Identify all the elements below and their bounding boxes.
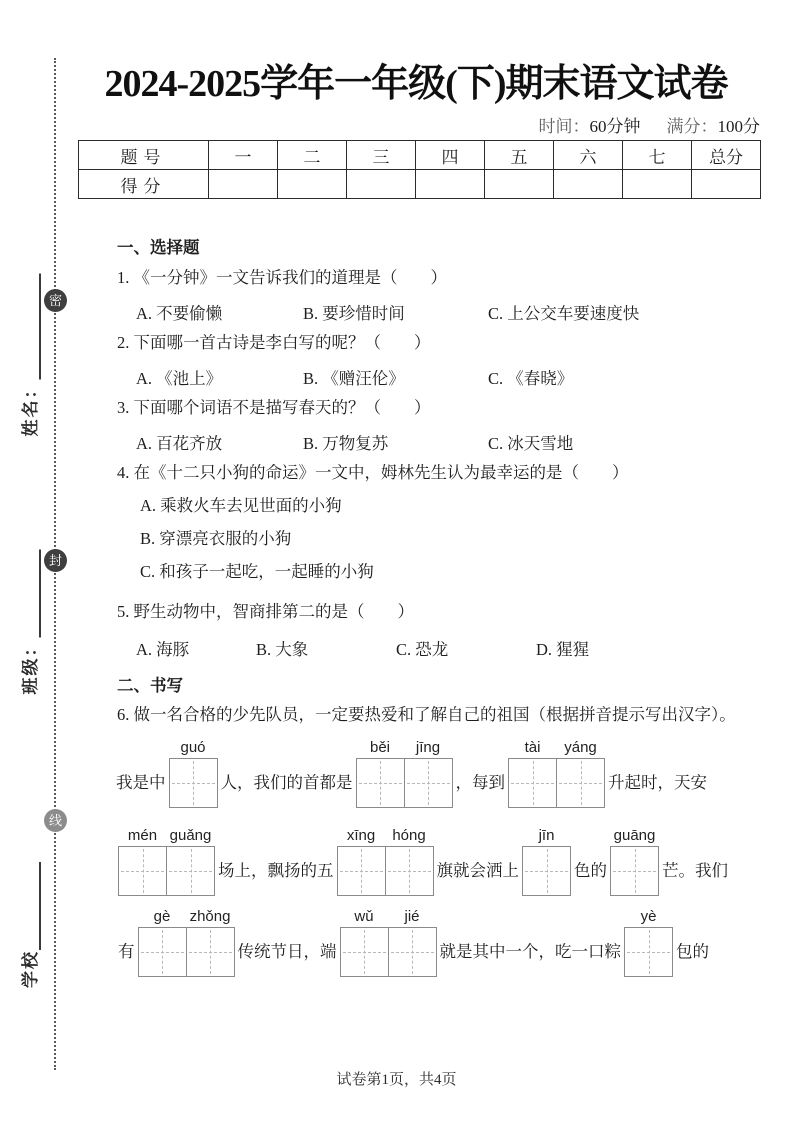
line-text: 包的 (676, 942, 709, 961)
class-label: 班级： (20, 637, 40, 695)
option-b: B. 万物复苏 (303, 434, 389, 453)
option-a: A. 百花齐放 (136, 434, 223, 453)
character-box[interactable] (388, 927, 437, 977)
hanzi-box-unit (508, 739, 557, 808)
pinyin-label: guó (180, 739, 206, 756)
hanzi-box-unit (556, 739, 605, 808)
col-total: 总分 (692, 141, 761, 170)
school-label: 学校 (20, 950, 40, 988)
pinyin-label: zhǒng (189, 908, 231, 925)
line-text: 就是其中一个，吃一口粽 (439, 942, 621, 961)
option-d: D. 猩猩 (536, 640, 590, 659)
hanzi-box-group (337, 827, 434, 896)
option-a: A. 海豚 (136, 640, 190, 659)
seal-badge-feng: 封 (44, 549, 67, 572)
seal-badge-xian: 线 (44, 809, 67, 832)
writing-line-2 (118, 827, 731, 896)
seal-field-class (15, 550, 41, 695)
question-1-options (0, 300, 793, 322)
col-6: 六 (554, 141, 623, 170)
hanzi-box-unit (385, 827, 434, 896)
character-box[interactable] (169, 758, 218, 808)
score-input-cell[interactable] (209, 170, 278, 199)
pinyin-label: gè (153, 908, 171, 925)
question-1-text: 1. 《一分钟》一文告诉我们的道理是（ ） (117, 268, 447, 287)
page-title: 2024-2025学年一年级(下)期末语文试卷 (104, 63, 728, 105)
col-1: 一 (209, 141, 278, 170)
question-4-option-b: B. 穿漂亮衣服的小狗 (140, 529, 292, 548)
hanzi-box-group (522, 827, 571, 896)
pinyin-label: jīng (415, 739, 441, 756)
character-box[interactable] (356, 758, 405, 808)
hanzi-box-unit (340, 908, 389, 977)
character-box[interactable] (166, 846, 215, 896)
line-text: 色的 (574, 861, 607, 880)
score-input-cell[interactable] (278, 170, 347, 199)
full-score-label: 满分： (666, 117, 718, 136)
col-3: 三 (347, 141, 416, 170)
character-box[interactable] (385, 846, 434, 896)
hanzi-box-unit (337, 827, 386, 896)
line-text: 人，我们的首都是 (220, 773, 353, 792)
pinyin-label: jīn (538, 827, 555, 844)
question-6-text: 6. 做一名合格的少先队员，一定要热爱和了解自己的祖国（根据拼音提示写出汉字）。 (117, 705, 736, 724)
question-5-text: 5. 野生动物中，智商排第二的是（ ） (117, 602, 414, 621)
hanzi-box-unit (388, 908, 437, 977)
col-5: 五 (485, 141, 554, 170)
character-box[interactable] (340, 927, 389, 977)
character-box[interactable] (610, 846, 659, 896)
pinyin-label: guāng (613, 827, 656, 844)
line-text: 我是中 (116, 773, 166, 792)
line-text: 旗就会洒上 (436, 861, 519, 880)
score-table (78, 140, 761, 199)
option-b: B. 大象 (256, 640, 309, 659)
time-label: 时间： (538, 117, 590, 136)
option-b: B. 要珍惜时间 (303, 304, 405, 323)
score-input-cell[interactable] (623, 170, 692, 199)
exam-meta (78, 112, 760, 137)
line-text: 场上，飘扬的五 (218, 861, 334, 880)
line-text: 芒。我们 (662, 861, 728, 880)
option-a: A. 不要偷懒 (136, 304, 223, 323)
score-input-cell[interactable] (485, 170, 554, 199)
hanzi-box-group (118, 827, 215, 896)
pinyin-label: jié (404, 908, 420, 925)
pinyin-label: tài (524, 739, 541, 756)
hanzi-box-unit (186, 908, 235, 977)
option-c: C. 上公交车要速度快 (488, 304, 640, 323)
line-text: 传统节日，端 (237, 942, 337, 961)
character-box[interactable] (118, 846, 167, 896)
hanzi-box-group (138, 908, 235, 977)
character-box[interactable] (138, 927, 187, 977)
score-header: 得分 (79, 170, 209, 199)
pinyin-label: hóng (392, 827, 426, 844)
col-4: 四 (416, 141, 485, 170)
question-5-options (0, 636, 793, 658)
question-2-options (0, 365, 793, 387)
question-2-text: 2. 下面哪一首古诗是李白写的呢？（ ） (117, 333, 431, 352)
line-text: ，每到 (455, 773, 505, 792)
hanzi-box-unit (138, 908, 187, 977)
school-blank[interactable] (15, 862, 41, 950)
hanzi-box-unit (610, 827, 659, 896)
seal-badge-mi: 密 (44, 289, 67, 312)
section2-title: 二、书写 (117, 676, 183, 695)
col-7: 七 (623, 141, 692, 170)
character-box[interactable] (522, 846, 571, 896)
class-blank[interactable] (15, 550, 41, 638)
section1-title: 一、选择题 (117, 238, 200, 257)
character-box[interactable] (556, 758, 605, 808)
name-label: 姓名： (20, 379, 40, 437)
character-box[interactable] (624, 927, 673, 977)
pinyin-label: xīng (346, 827, 376, 844)
pinyin-label: běi (369, 739, 391, 756)
score-input-cell[interactable] (347, 170, 416, 199)
seal-field-name (15, 274, 41, 437)
question-4-text: 4. 在《十二只小狗的命运》一文中，姆林先生认为最幸运的是（ ） (117, 463, 629, 482)
option-c: C. 冰天雪地 (488, 434, 574, 453)
character-box[interactable] (337, 846, 386, 896)
footer-page-number: 试卷第1页，共4页 (336, 1072, 457, 1088)
question-4-option-a: A. 乘救火车去见世面的小狗 (140, 496, 342, 515)
option-c: C. 《春晓》 (488, 369, 574, 388)
option-c: C. 恐龙 (396, 640, 449, 659)
full-score-value: 100分 (717, 117, 760, 136)
seal-field-school (15, 862, 41, 988)
hanzi-box-unit (166, 827, 215, 896)
hanzi-box-group (169, 739, 218, 808)
score-input-cell[interactable] (692, 170, 761, 199)
option-b: B. 《赠汪伦》 (303, 369, 405, 388)
pinyin-label: guǎng (169, 827, 212, 844)
hanzi-box-group (508, 739, 605, 808)
hanzi-box-unit (169, 739, 218, 808)
hanzi-box-unit (624, 908, 673, 977)
hanzi-box-unit (404, 739, 453, 808)
character-box[interactable] (404, 758, 453, 808)
pinyin-label: wǔ (354, 908, 374, 925)
hanzi-box-group (610, 827, 659, 896)
pinyin-label: yè (640, 908, 657, 925)
question-4-option-c: C. 和孩子一起吃，一起睡的小狗 (140, 562, 374, 581)
line-text: 有 (118, 942, 135, 961)
hanzi-box-group (624, 908, 673, 977)
character-box[interactable] (186, 927, 235, 977)
name-blank[interactable] (15, 274, 41, 380)
time-value: 60分钟 (589, 117, 641, 136)
hanzi-box-unit (356, 739, 405, 808)
writing-line-3 (115, 908, 712, 977)
pinyin-label: yáng (564, 739, 597, 756)
score-input-cell[interactable] (554, 170, 623, 199)
hanzi-box-unit (522, 827, 571, 896)
pinyin-label: mén (127, 827, 158, 844)
line-text: 升起时，天安 (608, 773, 707, 792)
option-a: A. 《池上》 (136, 369, 223, 388)
hanzi-box-unit (118, 827, 167, 896)
hanzi-box-group (356, 739, 453, 808)
question-3-options (0, 430, 793, 452)
question-number-header: 题号 (79, 141, 209, 170)
hanzi-box-group (340, 908, 437, 977)
col-2: 二 (278, 141, 347, 170)
writing-line-1 (113, 739, 710, 808)
score-input-cell[interactable] (416, 170, 485, 199)
question-3-text: 3. 下面哪个词语不是描写春天的？（ ） (117, 398, 431, 417)
character-box[interactable] (508, 758, 557, 808)
